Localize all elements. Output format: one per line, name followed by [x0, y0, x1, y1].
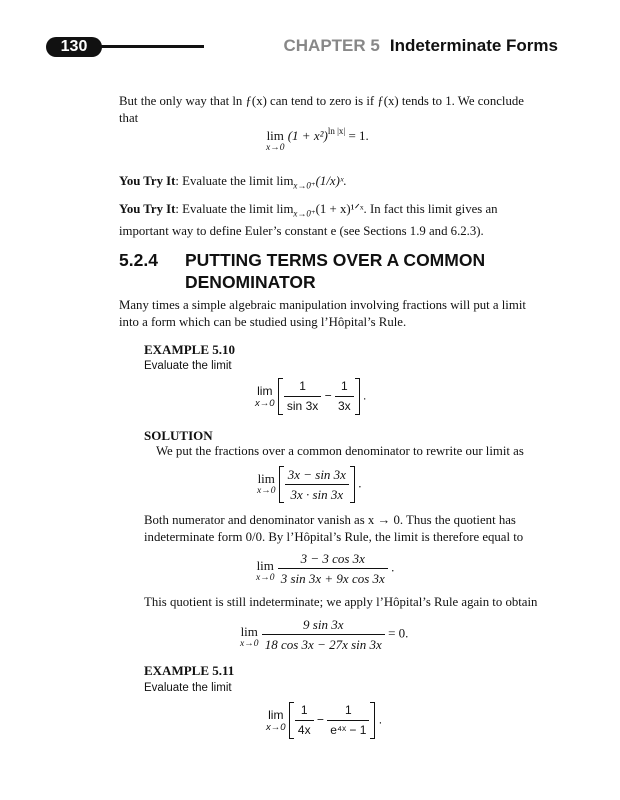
solution-paragraph-2: [144, 512, 558, 546]
header-rule: [100, 45, 204, 48]
eq1-body: (1 + x²): [287, 128, 328, 143]
fraction-2: $\frac{1}{3x}$: [335, 379, 354, 414]
eq1-exponent: ln |x|: [327, 126, 346, 137]
chapter-title: Indeterminate Forms: [389, 36, 558, 55]
try1-expr: (1/x)ˣ.: [315, 174, 347, 188]
example-5-10-text: Evaluate the limit: [144, 360, 232, 372]
example-5-11-title: EXAMPLE 5.11: [144, 663, 235, 678]
example-5-11-text: Evaluate the limit: [144, 682, 232, 694]
bracket-expression: [278, 379, 360, 414]
page-number: 130: [46, 37, 102, 57]
equation-lhopital-1: [256, 551, 394, 586]
try2-sub: x→0⁺: [293, 208, 316, 219]
solution-para2-line-1: Both numerator and denominator vanish as x → 0. Thus the quotient has: [144, 513, 516, 527]
section-para-line-2: into a form which can be studied using l’Hôpital’s Rule.: [119, 315, 407, 329]
chapter-label: CHAPTER 5: [283, 36, 380, 55]
chapter-header: [283, 36, 558, 56]
limit-operator: lim x→0: [257, 471, 276, 496]
solution-paragraph-3: This quotient is still indeterminate; we apply l’Hôpital’s Rule again to obtain: [144, 595, 538, 609]
minus-sign: −: [316, 712, 324, 727]
fraction-1: $\frac{1}{4x}$: [295, 703, 314, 738]
equation-limit-ln: [266, 126, 369, 154]
limit-operator: lim x→0: [266, 708, 286, 733]
eq1-rhs: = 1.: [348, 128, 369, 143]
equation-example-5-11: [266, 703, 382, 738]
section-title-line-1: PUTTING TERMS OVER A COMMON: [185, 250, 486, 270]
try2-expr: (1 + x)¹ᐟˣ. In fact this limit gives an: [315, 202, 498, 216]
try-label: You Try It: [119, 202, 176, 216]
you-try-it-1: [119, 173, 559, 195]
fraction-2: $\frac{1}{\text{e⁴ˣ − 1}}$: [327, 703, 369, 738]
intro-line-1: But the only way that ln ƒ(x) can tend to zero is if ƒ(x) tends to 1. We conclude: [119, 94, 524, 108]
limit-operator: lim x→0: [256, 558, 275, 583]
intro-paragraph: [119, 93, 559, 127]
fraction-derivative-2: $\frac{9 \sin 3x}{\text{18 cos 3x − 27x sin 3x}}$: [262, 617, 385, 652]
bracket-expression: [279, 467, 355, 502]
example-5-10-title: EXAMPLE 5.10: [144, 342, 235, 357]
limit-operator: lim x→0: [266, 128, 285, 153]
section-paragraph: [119, 297, 559, 331]
solution-para2-line-2: indeterminate form 0/0. By l’Hôpital’s Rule, the limit is therefore equal to: [144, 530, 524, 544]
section-title-line-2: DENOMINATOR: [185, 272, 316, 292]
fraction-derivative-1: $\frac{3 - 3 \cos 3x}{\text{3 sin 3x + 9x cos 3x}}$: [278, 551, 388, 586]
equation-end: .: [391, 559, 395, 575]
limit-operator: lim x→0: [255, 384, 275, 409]
fraction-1: $\frac{1}{\sin 3x}$: [284, 379, 321, 414]
try2-line-2: important way to define Euler’s constant e (see Sections 1.9 and 6.2.3).: [119, 223, 484, 238]
equation-lhopital-2: [240, 617, 408, 652]
equation-example-5-10: [255, 379, 366, 414]
section-para-line-1: Many times a simple algebraic manipulation involving fractions will put a limit: [119, 298, 526, 312]
equation-end: .: [378, 712, 383, 727]
minus-sign: −: [324, 388, 332, 403]
limit-operator: lim x→0: [240, 624, 259, 649]
try2-text: : Evaluate the limit lim: [175, 202, 294, 216]
section-heading: [119, 249, 485, 293]
equation-common-denominator: [257, 467, 361, 502]
intro-line-2: that: [119, 111, 139, 125]
bracket-expression: [289, 703, 376, 738]
try-label: You Try It: [119, 174, 176, 188]
equation-result: = 0.: [388, 625, 409, 641]
you-try-it-2: [119, 201, 559, 240]
fraction-common: $\frac{3x - \sin 3x}{3x \cdot \sin 3x}$: [285, 467, 349, 502]
equation-end: .: [362, 388, 367, 403]
try1-text: : Evaluate the limit lim: [175, 174, 294, 188]
equation-end: .: [358, 475, 362, 491]
solution-title: SOLUTION: [144, 428, 213, 443]
solution-line-1: We put the fractions over a common denominator to rewrite our limit as: [156, 444, 524, 458]
try1-sub: x→0⁺: [293, 180, 316, 191]
section-number: 5.2.4: [119, 250, 158, 270]
